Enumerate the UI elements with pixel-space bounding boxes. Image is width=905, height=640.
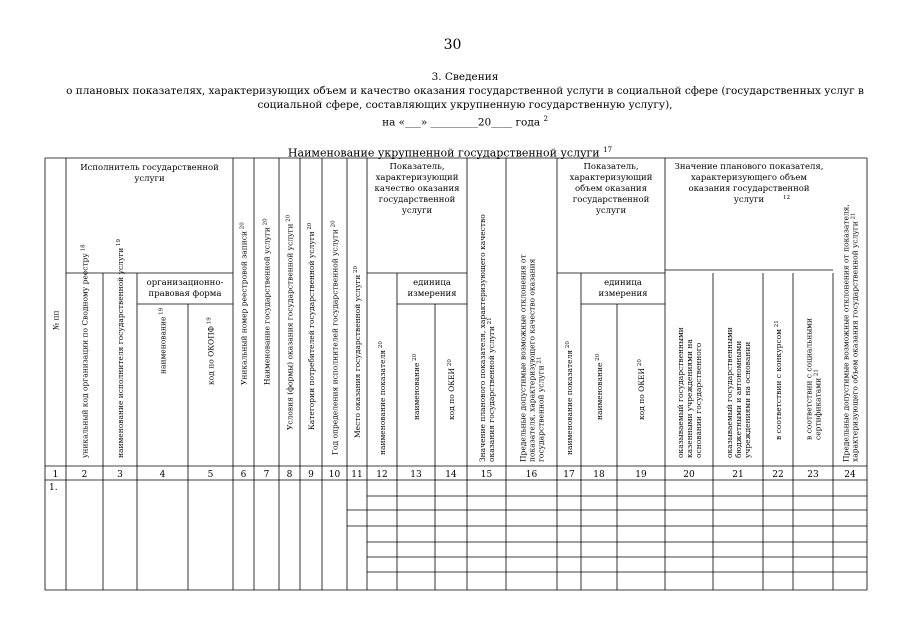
col-20-header: оказываемый государственными [676,327,685,458]
column-number-12: 12 [376,470,388,480]
col-1-header: № пп [51,310,61,330]
column-number-23: 23 [807,470,819,480]
plan-value-group-heading: характеризующего объем [690,173,808,183]
first-row-number: 1. [49,483,58,493]
volume-group-heading: государственной [572,195,650,205]
volume-unit-group-heading: измерения [598,289,648,299]
column-number-6: 6 [240,470,247,480]
column-number-11: 11 [351,470,363,480]
column-number-2: 2 [81,470,88,480]
col-19-header: код по ОКЕИ $^{20}$ [637,359,646,420]
column-number-24: 24 [844,470,856,480]
heading-line-2: о плановых показателях, характеризующих объем и качество оказания государственной услуги в социальной сфере (государственных услуг в [66,85,864,97]
col-22-header: в соответствии с конкурсом $^{21}$ [774,320,783,440]
column-number-19: 19 [635,470,647,480]
volume-group-heading: Показатель, [583,162,639,172]
plan-value-group-heading: Значение планового показателя, [674,162,824,172]
volume-unit-group-heading: единица [604,278,642,288]
legal-form-group-heading: организационно- [146,278,224,288]
col-21-header: учреждениями на основании [743,341,752,458]
col-17-header: наименование показателя $^{20}$ [565,341,574,455]
heading-footnote: 2 [543,115,548,123]
col-15-header: оказания государственной услуги $^{21}$ [487,317,496,462]
legal-form-group-heading: правовая форма [148,289,222,299]
table-title-footnote: 17 [603,146,613,154]
col-9-header: Категории потребителей государственной услуги $^{20}$ [307,222,316,430]
col-21-header: оказываемый государственными [725,327,734,458]
col-16-header: показателя, характеризующего качество оказания [527,258,537,462]
quality-group-heading: характеризующий [375,173,459,183]
col-12-header: наименование показателя $^{20}$ [378,341,387,455]
page-number: 30 [443,37,462,53]
volume-group-heading: характеризующий [569,173,653,183]
executor-group-heading: Исполнитель государственной [80,163,219,173]
col-10-header: Год определения исполнителей государственной услуги $^{20}$ [330,220,340,455]
executor-group-heading: услуги [134,174,165,184]
plan-value-footnote: 12 [783,195,790,201]
col-20-header: казенными учреждениями на [685,339,694,458]
col-8-header: Условия (формы) оказания государственной услуги $^{20}$ [285,214,295,430]
column-number-3: 3 [117,470,123,480]
col-18-header: наименование $^{20}$ [595,353,604,420]
volume-group-heading: услуги [595,206,627,216]
quality-unit-group-heading: единица [413,278,451,288]
table-title-text: Наименование укрупненной государственной услуги [287,146,600,160]
col-5-header: код по ОКОПФ $^{19}$ [206,317,216,385]
col-13-header: наименование $^{20}$ [412,353,421,420]
col-16-header: Предельные допустимые возможные отклонения от [518,254,528,462]
column-number-13: 13 [410,470,422,480]
col-7-header: Наименование государственной услуги $^{20}$ [262,218,272,385]
column-number-7: 7 [263,470,270,480]
column-number-21: 21 [732,470,744,480]
col-4-header: наименование $^{19}$ [158,307,168,374]
col-23-header: в соответствии с социальными [804,318,814,440]
quality-unit-group-heading: измерения [407,289,457,299]
col-11-header: Место оказания государственной услуги $^{20}$ [353,265,362,438]
plan-value-group-heading: оказания государственной [688,184,810,194]
quality-group-heading: качество оказания [374,184,460,194]
col-23-header: сертификатами $^{21}$ [813,369,823,440]
plan-value-group-heading: услуги [733,195,765,205]
col-24-header: Предельные допустимые возможные отклонения от показателя, [841,204,851,462]
column-number-15: 15 [480,470,493,480]
col-21-header: бюджетными и автономными [734,340,743,458]
col-20-header: основании государственного [694,342,703,458]
col-24-header: характеризующего объем оказания государственной услуги $^{21}$ [850,212,860,462]
column-number-4: 4 [159,470,166,480]
column-number-8: 8 [286,470,293,480]
column-number-20: 20 [683,470,695,480]
col-3-header: наименование исполнителя государственной услуги $^{19}$ [116,238,125,458]
col-6-header: Уникальный номер реестровой записи $^{20}$ [239,222,249,385]
col-2-header: уникальный код организации по Сводному реестру $^{18}$ [80,244,90,458]
column-number-5: 5 [207,470,214,480]
column-number-22: 22 [772,470,784,480]
column-number-1: 1 [52,470,59,480]
heading-date-line: на «___» _________20____ года [382,116,541,129]
quality-group-heading: государственной [378,195,456,205]
column-number-9: 9 [308,470,314,480]
quality-group-heading: услуги [401,206,433,216]
heading-line-1: 3. Сведения [431,71,499,83]
col-16-header: государственной услуги $^{21}$ [536,356,546,462]
column-number-14: 14 [445,470,457,480]
column-number-10: 10 [328,470,341,480]
quality-group-heading: Показатель, [389,162,445,172]
column-number-18: 18 [593,470,605,480]
col-15-header: Значение планового показателя, характеризующего качество [478,214,487,462]
col-14-header: код по ОКЕИ $^{20}$ [447,359,456,420]
heading-line-3: социальной сфере, составляющих укрупненную государственную услугу), [257,99,673,111]
volume-group-heading: объем оказания [575,184,647,194]
column-number-17: 17 [563,470,575,480]
column-number-16: 16 [525,470,538,480]
